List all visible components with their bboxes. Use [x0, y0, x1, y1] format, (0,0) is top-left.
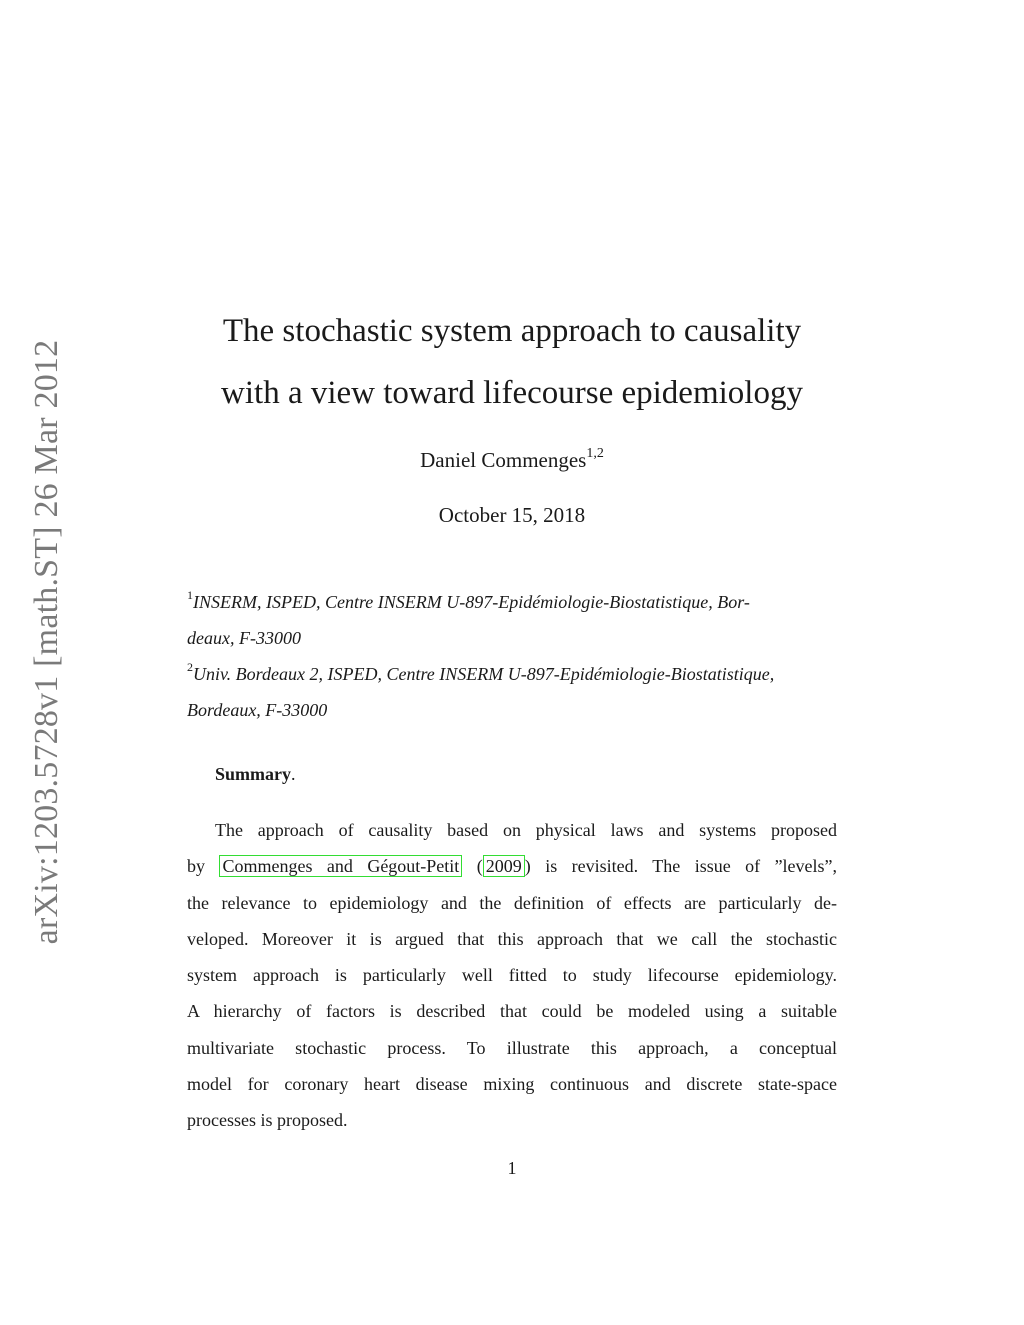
author-affiliation-marks: 1,2: [586, 446, 604, 461]
paper-date: October 15, 2018: [438, 503, 586, 527]
abstract-line-5: system approach is particularly well fitted to study lifecourse epidemiology.: [187, 965, 837, 986]
arxiv-identifier-stamp: arXiv:1203.5728v1 [math.ST] 26 Mar 2012: [28, 339, 65, 945]
abstract-line-8: model for coronary heart disease mixing continuous and discrete state-space: [187, 1074, 837, 1095]
abstract-line-9: processes is proposed.: [187, 1110, 348, 1131]
citation-authors-link[interactable]: Commenges and Gégout-Petit: [219, 855, 462, 877]
affiliation-1-mark: 1: [187, 588, 193, 602]
affiliation-2-mark: 2: [187, 660, 193, 674]
abstract-line-2-prefix: by: [187, 856, 205, 877]
abstract-line-4: veloped. Moreover it is argued that this approach that we call the stochastic: [187, 928, 837, 949]
author-name: Daniel Commenges: [420, 448, 587, 472]
paper-title: [0, 300, 1024, 424]
summary-heading-label: Summary: [215, 764, 291, 784]
affiliation-2-line-2: Bordeaux, F-33000: [187, 700, 328, 720]
abstract-line-6: A hierarchy of factors is described that could be modeled using a suitable: [187, 1001, 837, 1022]
abstract-line-7: multivariate stochastic process. To illustrate this approach, a conceptual: [187, 1037, 837, 1058]
affiliation-1-line-2: deaux, F-33000: [187, 628, 301, 648]
title-line-1: The stochastic system approach to causality: [222, 313, 802, 349]
author-line: [0, 448, 1024, 473]
citation-year-link[interactable]: 2009: [483, 855, 525, 877]
abstract-line-1: The approach of causality based on physical laws and systems proposed: [215, 820, 837, 840]
summary-heading: [215, 764, 296, 785]
summary-abstract: [187, 812, 837, 1139]
affiliation-1: [187, 579, 887, 656]
summary-heading-punct: .: [291, 764, 296, 784]
page-number: 1: [507, 1158, 517, 1178]
affiliation-2: [187, 651, 887, 728]
title-line-2: with a view toward lifecourse epidemiology: [221, 375, 803, 411]
citation-open-paren: (: [476, 856, 483, 877]
affiliation-1-line-1: INSERM, ISPED, Centre INSERM U-897-Epidémiologie-Biostatistique, Bor-: [193, 592, 750, 612]
affiliation-2-line-1: Univ. Bordeaux 2, ISPED, Centre INSERM U-897-Epidémiologie-Biostatistique,: [193, 664, 775, 684]
abstract-line-3: the relevance to epidemiology and the definition of effects are particularly de-: [187, 892, 837, 913]
abstract-line-2: [187, 848, 837, 884]
citation-close-paren: ): [524, 856, 531, 877]
abstract-line-2-suffix: is revisited. The issue of ”levels”,: [545, 856, 838, 877]
